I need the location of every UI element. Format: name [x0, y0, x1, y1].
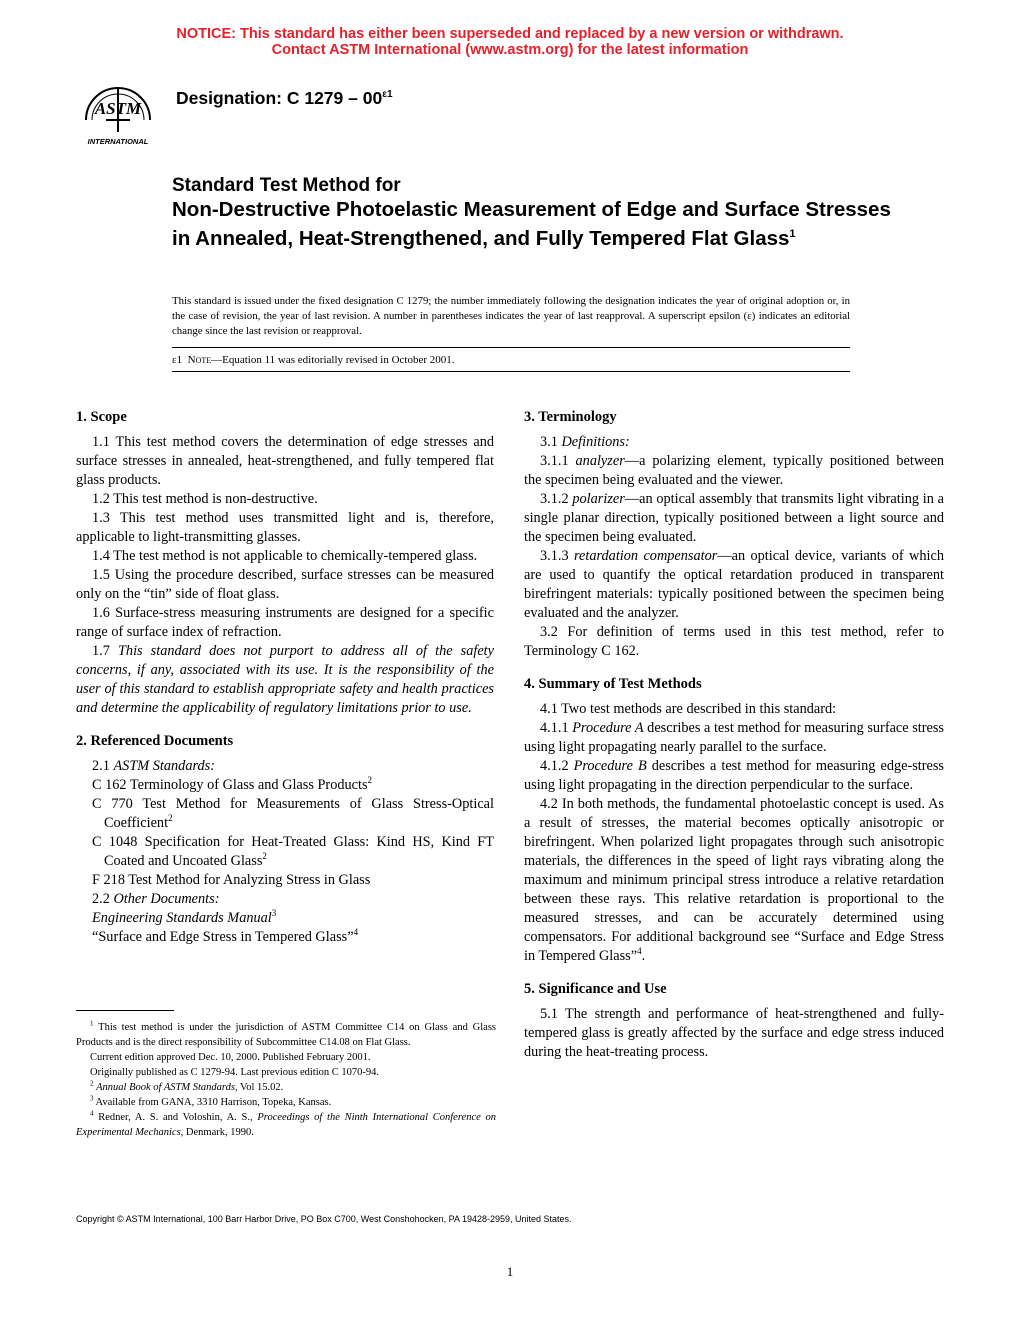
title-footnote-mark: 1 [789, 228, 796, 240]
footnote-1-approved: Current edition approved Dec. 10, 2000. Published February 2001. [90, 1052, 371, 1063]
paragraph-1-6: 1.6 Surface-stress measuring instruments are designed for a specific range of surface index of refraction. [76, 605, 494, 640]
designation [176, 88, 393, 109]
footnote-3: $^3$ Available from GANA, 3310 Harrison, Topeka, Kansas. [90, 1094, 332, 1108]
reference-c162: C 162 Terminology of Glass and Glass Products$^2$ [92, 775, 373, 793]
copyright-line: Copyright © ASTM International, 100 Barr Harbor Drive, PO Box C700, West Conshohocken, PA 19428-2959, United States. [76, 1214, 572, 1224]
paragraph-3-1-2: 3.1.2 polarizer—an optical assembly that transmits light vibrating in a single planar direction, typically positioned between a light source and the specimen being evaluated. [524, 491, 945, 545]
paragraph-1-2: 1.2 This test method is non-destructive. [92, 491, 318, 507]
footnotes [76, 1020, 496, 1140]
reference-engineering-standards-manual: Engineering Standards Manual$^3$ [92, 908, 277, 926]
paragraph-1-7: 1.7 This standard does not purport to address all of the safety concerns, if any, associated with its use. It is the responsibility of the user of this standard to establish appropriate safety and health practices and determine the applicability of regulatory limitations prior to use. [76, 643, 494, 716]
paragraph-1-3: 1.3 This test method uses transmitted light and is, therefore, applicable to light-transmitting glasses. [76, 510, 494, 545]
paragraph-4-1: 4.1 Two test methods are described in this standard: [540, 701, 837, 717]
logo-subtext: INTERNATIONAL [87, 137, 149, 146]
withdrawal-notice [0, 26, 1020, 58]
editorial-rule-top [172, 347, 850, 348]
section-heading-referenced-documents: 2. Referenced Documents [76, 733, 234, 749]
issuance-statement: This standard is issued under the fixed designation C 1279; the number immediately following the designation indicates the year of original adoption or, in the case of revision, the year of last revision. A number in parentheses indicates the year of last reapproval. A superscript epsilon (ε) indicates an editorial change since the last revision or reapproval. [172, 295, 850, 337]
section-heading-significance: 5. Significance and Use [524, 981, 667, 997]
logo-wordmark: ASTM [94, 99, 142, 118]
paragraph-2-2: 2.2 Other Documents: [92, 891, 220, 907]
reference-c770: C 770 Test Method for Measurements of Glass Stress-Optical Coefficient$^2$ [92, 796, 494, 831]
title-line-1: Standard Test Method for [172, 175, 401, 196]
paragraph-5-1: 5.1 The strength and performance of heat-strengthened and fully-tempered glass is greatly affected by the surface and edge stress induced during the heat-treating process. [524, 1006, 944, 1060]
right-column [524, 408, 944, 1062]
footnote-rule [76, 1010, 174, 1011]
left-column [76, 408, 494, 947]
paragraph-4-2: 4.2 In both methods, the fundamental photoelastic concept is used. As a result of stresses, the material becomes optically anisotropic or birefringent. When polarized light propagates through such anisotropic materials, the differences in the speed of light rays vibrating along the maximum and minimum principal stress introduce a relative retardation between these rays. This relative retardation is proportional to the measured stresses, and can be accurately determined using compensators. For additional background see “Surface and Edge Stress in Tempered Glass”$^4$. [524, 796, 944, 964]
paragraph-3-1-3: 3.1.3 retardation compensator—an optical device, variants of which are used to quantify the optical retardation produced in transparent birefringent materials: typically positioned between the specimen being evaluated and the analyzer. [524, 548, 944, 621]
footnote-1: $^1$ This test method is under the jurisdiction of ASTM Committee C14 on Glass and Glass Products and is the direct responsibility of Subcommittee C14.08 on Flat Glass. [76, 1019, 497, 1048]
paragraph-2-1: 2.1 ASTM Standards: [92, 758, 215, 774]
paragraph-1-1: 1.1 This test method covers the determination of edge stresses and surface stresses in annealed, heat-strengthened, and fully tempered flat glass products. [76, 434, 494, 488]
editorial-note: ε1 Note—Equation 11 was editorially revised in October 2001. [172, 354, 455, 366]
section-heading-scope: 1. Scope [76, 409, 127, 425]
section-heading-summary: 4. Summary of Test Methods [524, 676, 702, 692]
astm-logo [76, 76, 160, 150]
title-line-2: Non-Destructive Photoelastic Measurement of Edge and Surface Stresses in Annealed, Heat-Strengthened, and Fully Tempered Flat Glass$^1$ [172, 198, 891, 250]
paragraph-1-5: 1.5 Using the procedure described, surface stresses can be measured only on the “tin” side of float glass. [76, 567, 494, 602]
notice-line-2: Contact ASTM International (www.astm.org) for the latest information [271, 42, 749, 58]
designation-label: Designation: C 1279 – 00 [176, 88, 383, 108]
paragraph-4-1-1: 4.1.1 Procedure A describes a test method for measuring surface stress using light propagating nearly parallel to the surface. [524, 720, 944, 755]
document-title [172, 174, 892, 251]
paragraph-3-1: 3.1 Definitions: [540, 434, 630, 450]
editorial-rule-bottom [172, 371, 850, 372]
paragraph-3-2: 3.2 For definition of terms used in this test method, refer to Terminology C 162. [524, 624, 944, 659]
section-heading-terminology: 3. Terminology [524, 409, 617, 425]
footnote-2: $^2$ Annual Book of ASTM Standards, Vol 15.02. [90, 1079, 284, 1093]
paragraph-3-1-1: 3.1.1 analyzer—a polarizing element, typically positioned between the specimen being evaluated and the viewer. [524, 453, 944, 488]
reference-surface-edge-stress: “Surface and Edge Stress in Tempered Glass”$^4$ [92, 927, 359, 945]
paragraph-1-4: 1.4 The test method is not applicable to chemically-tempered glass. [92, 548, 478, 564]
footnote-4: $^4$ Redner, A. S. and Voloshin, A. S., Proceedings of the Ninth International Conference on Experimental Mechanics, Denmark, 1990. [76, 1109, 496, 1138]
notice-line-1: NOTICE: This standard has either been superseded and replaced by a new version or withdrawn. [176, 26, 844, 42]
footnote-1-published: Originally published as C 1279-94. Last previous edition C 1070-94. [90, 1067, 380, 1078]
page-number: 1 [506, 1264, 514, 1279]
reference-c1048: C 1048 Specification for Heat-Treated Glass: Kind HS, Kind FT Coated and Uncoated Glass$^2$ [92, 834, 494, 869]
paragraph-4-1-2: 4.1.2 Procedure B describes a test method for measuring edge-stress using light propagating in the direction perpendicular to the surface. [524, 758, 945, 793]
designation-superscript: ε1 [382, 89, 393, 101]
reference-f218: F 218 Test Method for Analyzing Stress in Glass [92, 872, 371, 888]
